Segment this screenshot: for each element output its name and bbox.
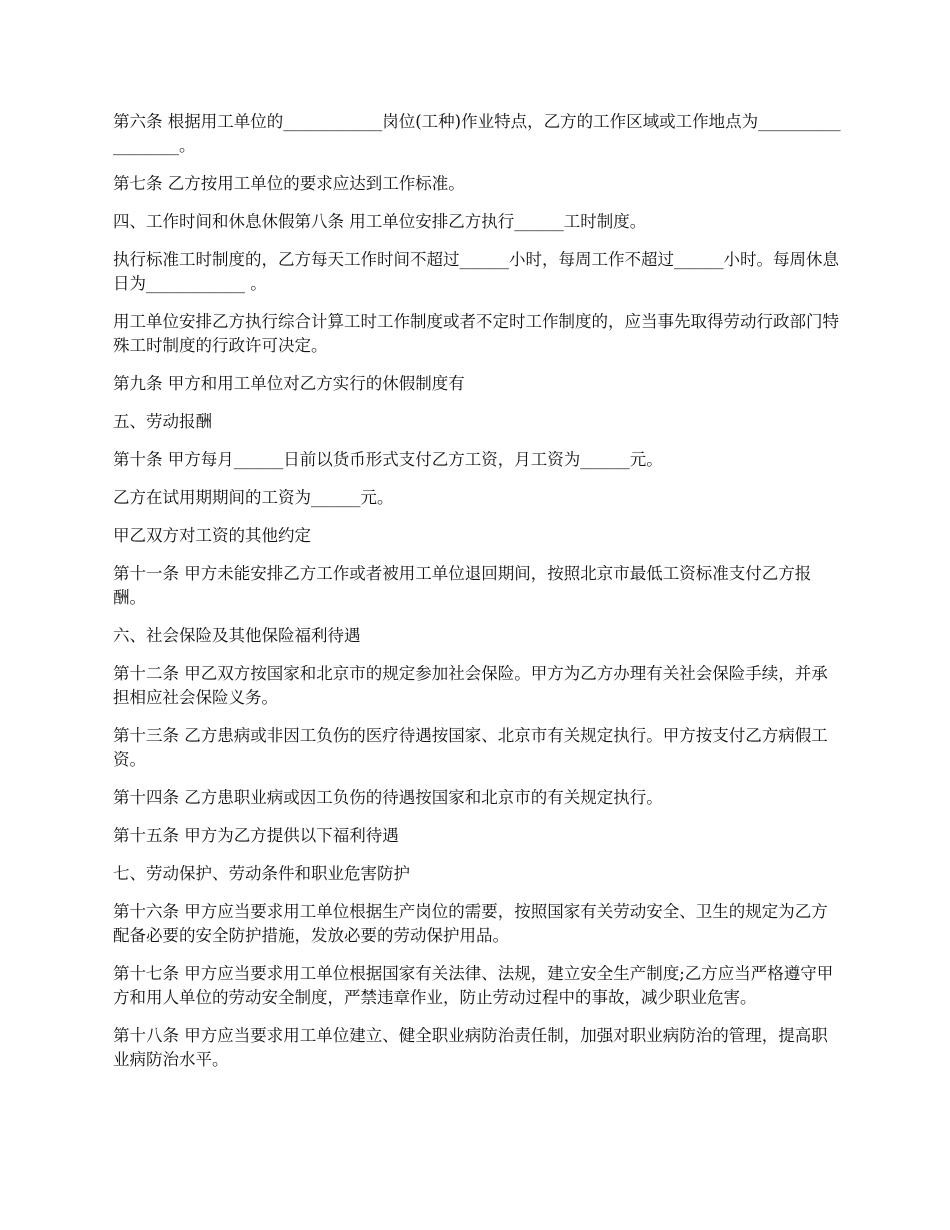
section-4-article-8-paragraph: 四、工作时间和休息休假第八条 用工单位安排乙方执行______工时制度。 [113, 212, 647, 231]
special-hours-paragraph: 用工单位安排乙方执行综合计算工时工作制度或者不定时工作制度的，应当事先取得劳动行政部门特殊工时制度的行政许可决定。 [113, 312, 839, 355]
article-17-paragraph: 第十七条 甲方应当要求用工单位根据国家有关法律、法规，建立安全生产制度;乙方应当严格遵守甲方和用人单位的劳动安全制度，严禁违章作业，防止劳动过程中的事故，减少职业危害。 [113, 964, 834, 1007]
article-6-paragraph: 第六条 根据用工单位的____________岗位(工种)作业特点，乙方的工作区域或工作地点为__________________。 [113, 112, 841, 155]
article-10-paragraph: 第十条 甲方每月______日前以货币形式支付乙方工资，月工资为______元。 [113, 450, 663, 469]
section-7-heading: 七、劳动保护、劳动条件和职业危害防护 [113, 864, 410, 883]
probation-wage-paragraph: 乙方在试用期期间的工资为______元。 [113, 488, 394, 507]
standard-hours-paragraph: 执行标准工时制度的，乙方每天工作时间不超过______小时，每周工作不超过______小时。每周休息日为____________ 。 [113, 250, 839, 293]
article-15-paragraph: 第十五条 甲方为乙方提供以下福利待遇 [113, 826, 399, 845]
article-11-paragraph: 第十一条 甲方未能安排乙方工作或者被用工单位退回期间，按照北京市最低工资标准支付乙方报酬。 [113, 564, 812, 607]
article-7-paragraph: 第七条 乙方按用工单位的要求应达到工作标准。 [113, 174, 465, 193]
article-16-paragraph: 第十六条 甲方应当要求用工单位根据生产岗位的需要，按照国家有关劳动安全、卫生的规定为乙方配备必要的安全防护措施，发放必要的劳动保护用品。 [113, 902, 828, 945]
document-page [113, 110, 843, 1086]
article-9-paragraph: 第九条 甲方和用工单位对乙方实行的休假制度有 [113, 374, 465, 393]
other-wage-terms-paragraph: 甲乙双方对工资的其他约定 [113, 526, 311, 545]
section-5-heading: 五、劳动报酬 [113, 412, 212, 431]
article-12-paragraph: 第十二条 甲乙双方按国家和北京市的规定参加社会保险。甲方为乙方办理有关社会保险手续，并承担相应社会保险义务。 [113, 664, 828, 707]
article-18-paragraph: 第十八条 甲方应当要求用工单位建立、健全职业病防治责任制，加强对职业病防治的管理，提高职业病防治水平。 [113, 1026, 828, 1069]
article-13-paragraph: 第十三条 乙方患病或非因工负伤的医疗待遇按国家、北京市有关规定执行。甲方按支付乙方病假工资。 [113, 726, 828, 769]
section-6-heading: 六、社会保险及其他保险福利待遇 [113, 626, 361, 645]
article-14-paragraph: 第十四条 乙方患职业病或因工负伤的待遇按国家和北京市的有关规定执行。 [113, 788, 663, 807]
